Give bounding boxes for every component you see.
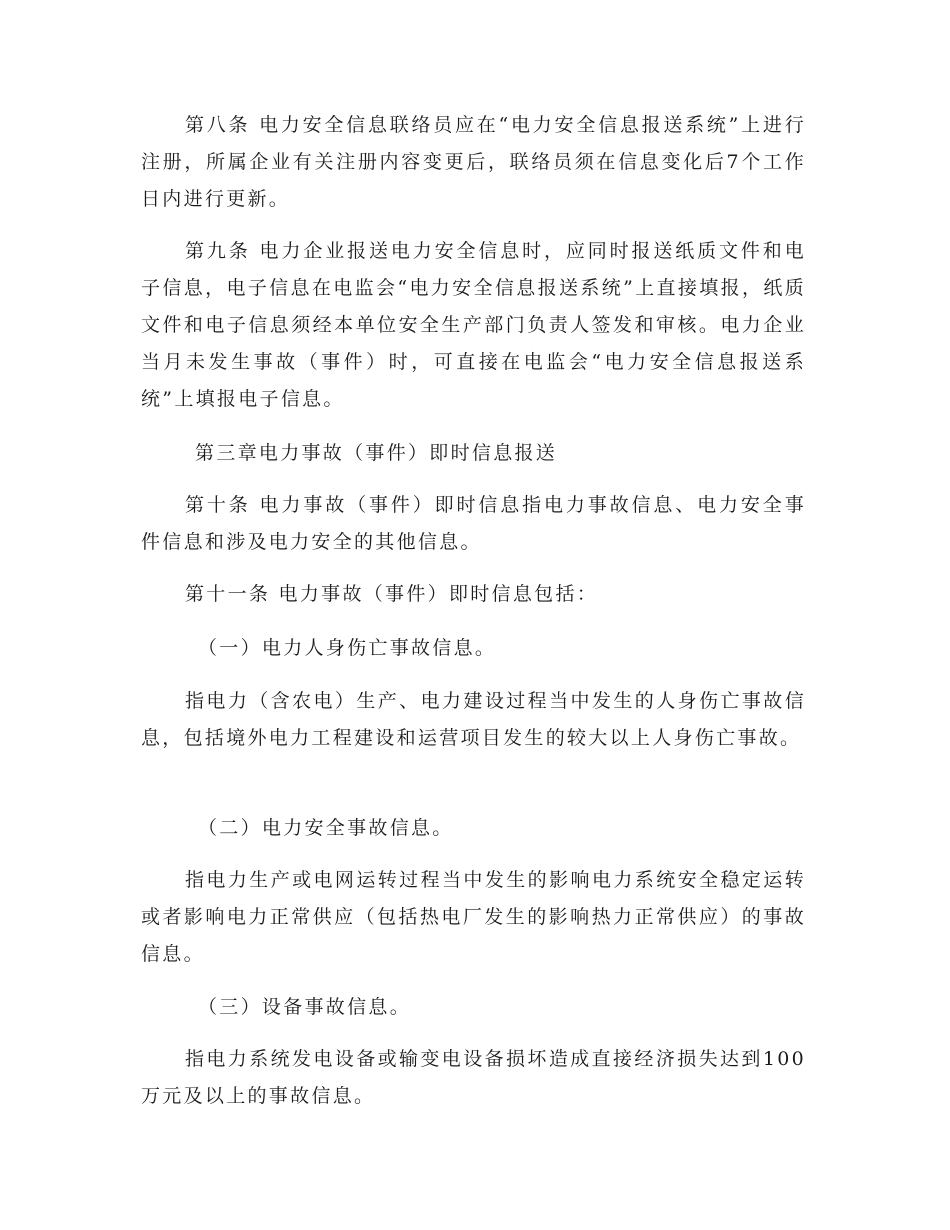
article-11-paragraph: 第十一条 电力事故（事件）即时信息包括：	[185, 583, 599, 605]
item-2-title: （二）电力安全事故信息。	[198, 817, 454, 839]
article-10-paragraph: 第十条 电力事故（事件）即时信息指电力事故信息、电力安全事件信息和涉及电力安全的其他信息。	[141, 494, 806, 553]
item-1-body: 指电力（含农电）生产、电力建设过程当中发生的人身伤亡事故信息，包括境外电力工程建设和运营项目发生的较大以上人身伤亡事故。	[141, 690, 806, 749]
chapter-3-heading: 第三章电力事故（事件）即时信息报送	[195, 442, 558, 464]
article-9-paragraph: 第九条 电力企业报送电力安全信息时，应同时报送纸质文件和电子信息，电子信息在电监会“电力安全信息报送系统”上直接填报，纸质文件和电子信息须经本单位安全生产部门负责人签发和审核。电力企业当月未发生事故（事件）时，可直接在电监会“电力安全信息报送系统”上填报电子信息。	[141, 240, 806, 410]
article-8-paragraph: 第八条 电力安全信息联络员应在“电力安全信息报送系统”上进行注册，所属企业有关注册内容变更后，联络员须在信息变化后7个工作日内进行更新。	[141, 114, 806, 210]
item-2-body: 指电力生产或电网运转过程当中发生的影响电力系统安全稳定运转或者影响电力正常供应（包括热电厂发生的影响热力正常供应）的事故信息。	[141, 869, 806, 965]
item-3-body: 指电力系统发电设备或输变电设备损坏造成直接经济损失达到100万元及以上的事故信息。	[141, 1048, 806, 1107]
item-1-title: （一）电力人身伤亡事故信息。	[198, 637, 497, 659]
item-3-title: （三）设备事故信息。	[198, 996, 412, 1018]
